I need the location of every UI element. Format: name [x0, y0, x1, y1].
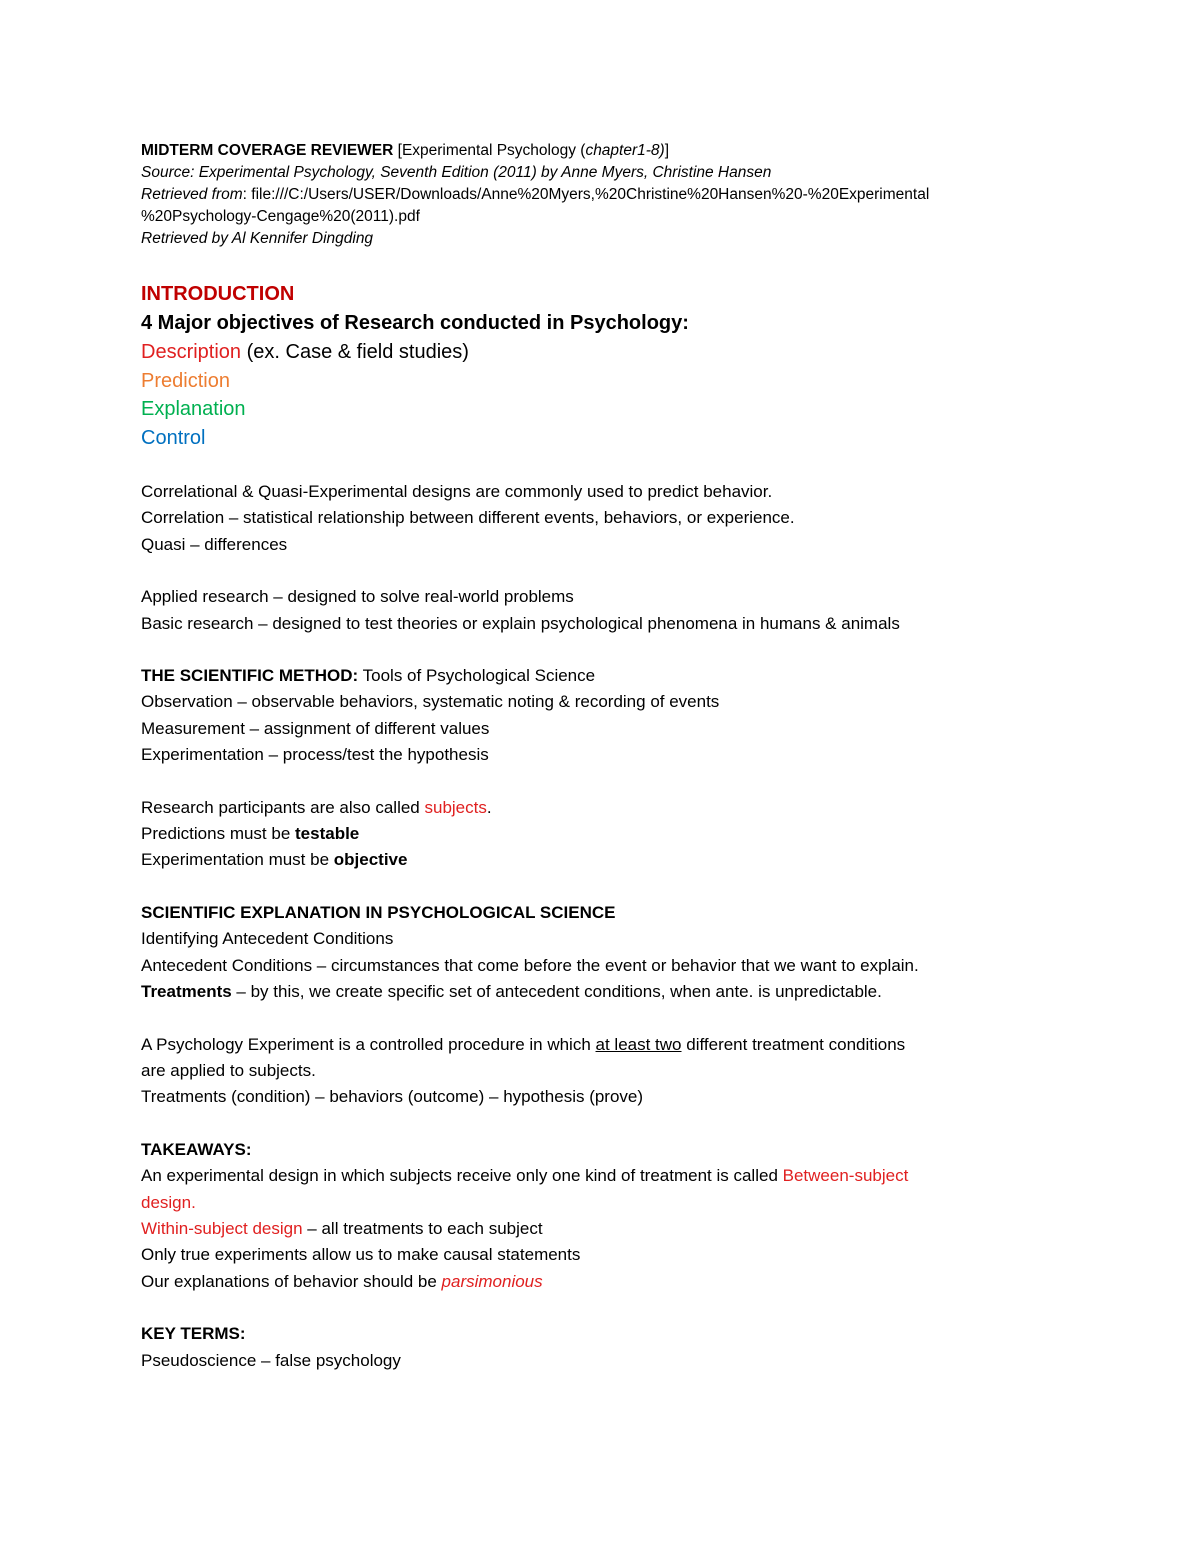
correlation-line: Correlation – statistical relationship between different events, behaviors, or experience. [141, 508, 795, 528]
document-title [141, 140, 1071, 162]
description-note: (ex. Case & field studies) [241, 341, 469, 363]
objective-text: Experimentation must be [141, 850, 334, 870]
sci-explanation-heading: SCIENTIFIC EXPLANATION IN PSYCHOLOGICAL SCIENCE [141, 902, 616, 922]
objective-description [141, 338, 1071, 367]
source-line: Source: Experimental Psychology, Seventh Edition (2011) by Anne Myers, Christine Hansen [141, 164, 772, 181]
experiment-text-b: different treatment conditions [681, 1034, 906, 1054]
observation-line: Observation – observable behaviors, systematic noting & recording of events [141, 692, 720, 712]
objective-prediction: Prediction [141, 369, 230, 392]
treatments-term: Treatments [141, 982, 232, 1002]
takeaway-within-line [141, 1216, 1071, 1242]
title-bold: MIDTERM COVERAGE REVIEWER [141, 142, 394, 159]
title-rest: [Experimental Psychology ( [393, 142, 586, 159]
title-close: ] [664, 142, 670, 159]
within-subject-term: Within-subject design [141, 1218, 303, 1238]
retrieved-from-label: Retrieved from [141, 186, 243, 203]
description-label: Description [141, 341, 242, 363]
between-subject-term: Between-subject [782, 1166, 909, 1186]
experiment-line [141, 1032, 1071, 1058]
document-page [141, 140, 1071, 1374]
parsimonious-text: Our explanations of behavior should be [141, 1271, 442, 1291]
treatments-chain-line: Treatments (condition) – behaviors (outcome) – hypothesis (prove) [141, 1087, 644, 1107]
pseudoscience-line: Pseudoscience – false psychology [141, 1350, 401, 1370]
scientific-method-bold: THE SCIENTIFIC METHOD: [141, 666, 359, 686]
experiment-line-cont: are applied to subjects. [141, 1060, 316, 1080]
takeaways-heading: TAKEAWAYS: [141, 1139, 252, 1159]
retrieved-from-url-cont: %20Psychology-Cengage%20(2011).pdf [141, 208, 420, 225]
retrieved-by-line: Retrieved by Al Kennifer Dingding [141, 230, 374, 247]
participants-period: . [486, 797, 492, 817]
antecedent-line: Antecedent Conditions – circumstances that come before the event or behavior that we want to explain. [141, 955, 919, 975]
at-least-two: at least two [595, 1034, 682, 1054]
retrieved-from-url: : file:///C:/Users/USER/Downloads/Anne%20Myers,%20Christine%20Hansen%20-%20Experimental [242, 186, 930, 203]
takeaway-between-line [141, 1163, 1071, 1189]
designs-line: Correlational & Quasi-Experimental designs are commonly used to predict behavior. [141, 482, 773, 501]
treatments-line [141, 979, 1071, 1005]
objective-term: objective [333, 850, 408, 870]
objective-line [141, 847, 1071, 873]
testable-term: testable [295, 824, 360, 844]
subjects-term: subjects [424, 797, 487, 817]
scientific-method-heading [141, 663, 1071, 689]
participants-text: Research participants are also called [141, 797, 425, 817]
objective-control: Control [141, 426, 206, 449]
key-terms-heading: KEY TERMS: [141, 1324, 246, 1344]
retrieved-from-line [141, 184, 1071, 206]
experimentation-line: Experimentation – process/test the hypothesis [141, 745, 489, 765]
identifying-line: Identifying Antecedent Conditions [141, 929, 394, 949]
treatments-definition: – by this, we create specific set of antecedent conditions, when ante. is unpredictable. [231, 982, 882, 1002]
takeaway-design-cont: design. [141, 1192, 196, 1212]
basic-research-line: Basic research – designed to test theories or explain psychological phenomena in humans & animals [141, 613, 900, 633]
quasi-line: Quasi – differences [141, 534, 288, 554]
takeaway-parsimonious-line [141, 1269, 1071, 1295]
scientific-method-subtitle: Tools of Psychological Science [358, 666, 596, 686]
predictions-line [141, 821, 1071, 847]
predictions-text: Predictions must be [141, 824, 296, 844]
applied-research-line: Applied research – designed to solve real-world problems [141, 587, 574, 607]
title-chapters: chapter1-8) [585, 142, 665, 159]
takeaway-between-text: An experimental design in which subjects receive only one kind of treatment is called [141, 1166, 783, 1186]
takeaway-causal-line: Only true experiments allow us to make causal statements [141, 1245, 581, 1265]
measurement-line: Measurement – assignment of different values [141, 718, 490, 738]
introduction-heading: INTRODUCTION [141, 283, 295, 305]
within-subject-definition: – all treatments to each subject [302, 1218, 543, 1238]
parsimonious-term: parsimonious [441, 1271, 543, 1291]
participants-line [141, 795, 1071, 821]
objective-explanation: Explanation [141, 398, 246, 420]
experiment-text-a: A Psychology Experiment is a controlled procedure in which [141, 1034, 596, 1054]
objectives-heading: 4 Major objectives of Research conducted in Psychology: [141, 312, 689, 334]
